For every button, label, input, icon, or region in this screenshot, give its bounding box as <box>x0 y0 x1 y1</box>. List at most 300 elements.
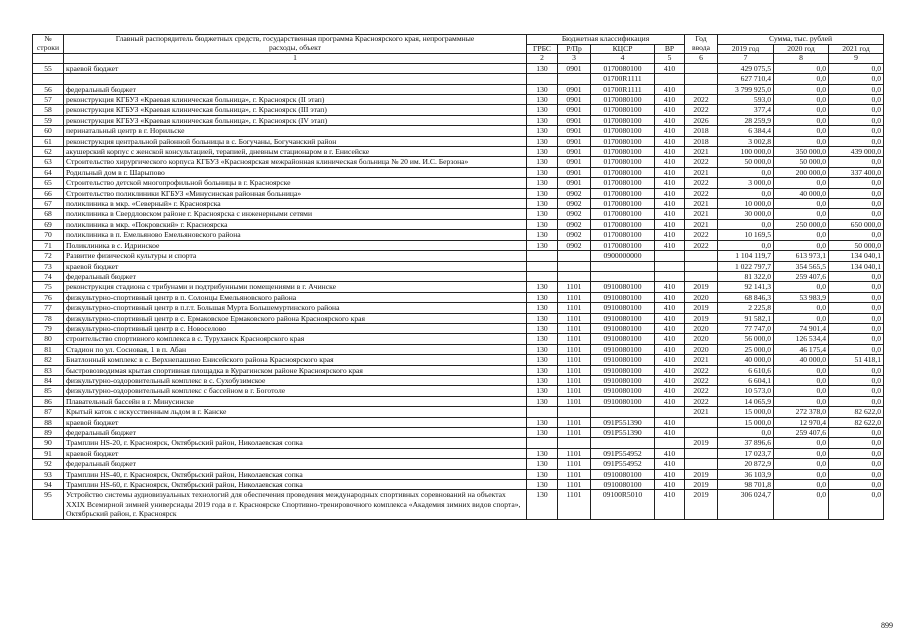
cell-rpr: 1101 <box>558 365 591 375</box>
cell-grbs: 130 <box>527 230 558 240</box>
header-2020: 2020 год <box>774 44 829 54</box>
cell-year <box>685 448 718 458</box>
cell-kcsr: 0170080100 <box>591 63 655 73</box>
cell-row-number: 84 <box>33 375 64 385</box>
header-budget-class: Бюджетная классификация <box>527 35 685 45</box>
cell-rpr: 1101 <box>558 292 591 302</box>
cell-sum-2020: 50 000,0 <box>774 157 829 167</box>
cell-row-number: 72 <box>33 251 64 261</box>
cell-kcsr: 091P554952 <box>591 459 655 469</box>
cell-grbs: 130 <box>527 386 558 396</box>
cell-name: Трамплин HS-60, г. Красноярск, Октябрьский район, Николаевская сопка <box>64 480 527 490</box>
cell-sum-2021: 0,0 <box>829 188 884 198</box>
cell-rpr: 0901 <box>558 105 591 115</box>
table-row <box>33 469 884 479</box>
cell-sum-2020: 53 983,9 <box>774 292 829 302</box>
cell-row-number: 61 <box>33 136 64 146</box>
cell-sum-2021: 134 040,1 <box>829 261 884 271</box>
cell-kcsr: 0910080100 <box>591 365 655 375</box>
cell-row-number: 60 <box>33 126 64 136</box>
cell-sum-2021: 0,0 <box>829 365 884 375</box>
cell-grbs: 130 <box>527 209 558 219</box>
cell-rpr: 1101 <box>558 355 591 365</box>
cell-name: физкультурно-спортивный центр в с. Ермаковское Ермаковского района Красноярского края <box>64 313 527 323</box>
cell-rpr: 0901 <box>558 178 591 188</box>
cell-sum-2019: 50 000,0 <box>718 157 774 167</box>
cell-rpr: 1101 <box>558 386 591 396</box>
cell-grbs: 130 <box>527 480 558 490</box>
cell-sum-2021: 0,0 <box>829 230 884 240</box>
table-body <box>33 63 884 519</box>
table-row <box>33 386 884 396</box>
cell-name <box>64 74 527 84</box>
cell-rpr: 1101 <box>558 459 591 469</box>
cell-sum-2021: 0,0 <box>829 105 884 115</box>
cell-sum-2020: 0,0 <box>774 365 829 375</box>
cell-year <box>685 84 718 94</box>
cell-year <box>685 428 718 438</box>
cell-year: 2021 <box>685 199 718 209</box>
cell-year: 2019 <box>685 490 718 519</box>
cell-rpr: 1101 <box>558 344 591 354</box>
cell-kcsr: 0910080100 <box>591 323 655 333</box>
header-year-bottom: ввода <box>692 42 710 52</box>
cell-sum-2019: 30 000,0 <box>718 209 774 219</box>
cell-sum-2020: 0,0 <box>774 84 829 94</box>
cell-kcsr: 091P554952 <box>591 448 655 458</box>
cell-name: реконструкция центральной районной больницы в с. Богучаны, Богучанский район <box>64 136 527 146</box>
cell-vr <box>655 407 685 417</box>
cell-name: Родильный дом в г. Шарыпово <box>64 167 527 177</box>
cell-name: быстровозводимая крытая спортивная площадка в Курагинском районе Красноярского края <box>64 365 527 375</box>
cell-sum-2020: 613 973,1 <box>774 251 829 261</box>
cell-row-number: 68 <box>33 209 64 219</box>
cell-kcsr: 0170080100 <box>591 136 655 146</box>
cell-sum-2019: 429 075,5 <box>718 63 774 73</box>
cell-sum-2019: 1 022 797,7 <box>718 261 774 271</box>
cell-grbs <box>527 407 558 417</box>
cell-kcsr: 01700R1111 <box>591 84 655 94</box>
cell-sum-2019: 36 103,9 <box>718 469 774 479</box>
cell-vr: 410 <box>655 323 685 333</box>
cell-year: 2020 <box>685 292 718 302</box>
header-year <box>685 35 718 54</box>
cell-sum-2019: 68 846,3 <box>718 292 774 302</box>
cell-vr: 410 <box>655 303 685 313</box>
cell-year: 2022 <box>685 240 718 250</box>
cell-year: 2020 <box>685 323 718 333</box>
cell-grbs <box>527 271 558 281</box>
cell-name: федеральный бюджет <box>64 428 527 438</box>
cell-kcsr: 0910080100 <box>591 469 655 479</box>
table-row <box>33 105 884 115</box>
cell-vr: 410 <box>655 396 685 406</box>
table-row <box>33 480 884 490</box>
cell-sum-2019: 37 896,6 <box>718 438 774 448</box>
cell-grbs: 130 <box>527 365 558 375</box>
cell-year: 2022 <box>685 95 718 105</box>
cell-sum-2021: 0,0 <box>829 428 884 438</box>
table-row <box>33 147 884 157</box>
cell-vr: 410 <box>655 490 685 519</box>
cell-kcsr: 0170080100 <box>591 178 655 188</box>
cell-year: 2022 <box>685 157 718 167</box>
cell-row-number: 94 <box>33 480 64 490</box>
header-name <box>64 35 527 54</box>
cell-kcsr: 091P551390 <box>591 417 655 427</box>
cell-sum-2019: 6 604,1 <box>718 375 774 385</box>
cell-kcsr: 0910080100 <box>591 355 655 365</box>
cell-sum-2021: 650 000,0 <box>829 219 884 229</box>
cell-grbs: 130 <box>527 375 558 385</box>
page-number: 899 <box>881 621 893 630</box>
cell-vr: 410 <box>655 178 685 188</box>
cell-sum-2019: 40 000,0 <box>718 355 774 365</box>
cell-kcsr: 0170080100 <box>591 115 655 125</box>
cell-sum-2019: 92 141,3 <box>718 282 774 292</box>
colnum-5: 5 <box>655 54 685 64</box>
cell-grbs <box>527 74 558 84</box>
cell-row-number: 55 <box>33 63 64 73</box>
cell-grbs: 130 <box>527 240 558 250</box>
cell-vr: 410 <box>655 355 685 365</box>
table-row <box>33 292 884 302</box>
cell-vr: 410 <box>655 313 685 323</box>
cell-rpr <box>558 271 591 281</box>
table-row <box>33 240 884 250</box>
table-row <box>33 428 884 438</box>
cell-vr: 410 <box>655 230 685 240</box>
cell-year <box>685 417 718 427</box>
cell-row-number: 78 <box>33 313 64 323</box>
cell-row-number: 73 <box>33 261 64 271</box>
cell-vr: 410 <box>655 469 685 479</box>
cell-rpr: 1101 <box>558 313 591 323</box>
cell-kcsr: 0910080100 <box>591 480 655 490</box>
cell-grbs: 130 <box>527 428 558 438</box>
cell-sum-2019: 593,0 <box>718 95 774 105</box>
cell-vr: 410 <box>655 115 685 125</box>
cell-row-number: 71 <box>33 240 64 250</box>
cell-row-number: 63 <box>33 157 64 167</box>
cell-sum-2020: 200 000,0 <box>774 167 829 177</box>
cell-grbs <box>527 261 558 271</box>
cell-year: 2021 <box>685 167 718 177</box>
cell-grbs: 130 <box>527 459 558 469</box>
cell-year <box>685 459 718 469</box>
cell-name: реконструкция КГБУЗ «Краевая клиническая больница», г. Красноярск (II этап) <box>64 95 527 105</box>
cell-name: федеральный бюджет <box>64 84 527 94</box>
cell-row-number: 57 <box>33 95 64 105</box>
cell-rpr: 1101 <box>558 480 591 490</box>
cell-sum-2019: 10 573,0 <box>718 386 774 396</box>
cell-year: 2020 <box>685 344 718 354</box>
table-row <box>33 417 884 427</box>
cell-sum-2019: 3 000,0 <box>718 178 774 188</box>
cell-name: поликлиника в мкр. «Северный» г. Красноярска <box>64 199 527 209</box>
cell-name: реконструкция КГБУЗ «Краевая клиническая больница», г. Красноярск (IV этап) <box>64 115 527 125</box>
cell-vr: 410 <box>655 480 685 490</box>
cell-rpr: 0902 <box>558 219 591 229</box>
cell-row-number: 62 <box>33 147 64 157</box>
cell-name: акушерский корпус с женской консультацией, терапией, дневным стационаром в г. Енисейске <box>64 147 527 157</box>
cell-sum-2020: 40 000,0 <box>774 355 829 365</box>
cell-vr: 410 <box>655 240 685 250</box>
cell-sum-2020: 126 534,4 <box>774 334 829 344</box>
cell-sum-2021: 0,0 <box>829 74 884 84</box>
cell-row-number: 64 <box>33 167 64 177</box>
cell-sum-2021: 0,0 <box>829 490 884 519</box>
cell-row-number: 81 <box>33 344 64 354</box>
cell-grbs: 130 <box>527 313 558 323</box>
cell-year: 2022 <box>685 375 718 385</box>
header-num-top: № <box>44 34 52 43</box>
cell-sum-2020: 0,0 <box>774 230 829 240</box>
cell-sum-2020: 0,0 <box>774 199 829 209</box>
cell-name: реконструкция КГБУЗ «Краевая клиническая больница», г. Красноярск (III этап) <box>64 105 527 115</box>
cell-vr: 410 <box>655 344 685 354</box>
cell-sum-2019: 1 104 119,7 <box>718 251 774 261</box>
cell-vr: 410 <box>655 84 685 94</box>
table-header <box>33 35 884 64</box>
cell-rpr <box>558 251 591 261</box>
cell-sum-2019: 91 582,1 <box>718 313 774 323</box>
cell-grbs: 130 <box>527 188 558 198</box>
cell-name: краевой бюджет <box>64 63 527 73</box>
cell-vr: 410 <box>655 157 685 167</box>
cell-vr: 410 <box>655 199 685 209</box>
cell-sum-2021: 0,0 <box>829 136 884 146</box>
colnum-1: 1 <box>64 54 527 64</box>
cell-sum-2021: 0,0 <box>829 157 884 167</box>
table-row <box>33 157 884 167</box>
cell-grbs: 130 <box>527 417 558 427</box>
cell-name: Крытый каток с искусственным льдом в г. Канске <box>64 407 527 417</box>
cell-rpr: 0901 <box>558 147 591 157</box>
cell-rpr: 0902 <box>558 240 591 250</box>
cell-grbs: 130 <box>527 126 558 136</box>
header-vr: ВР <box>655 44 685 54</box>
cell-name: физкультурно-оздоровительный комплекс с бассейном в г. Боготоле <box>64 386 527 396</box>
cell-rpr: 1101 <box>558 323 591 333</box>
cell-vr: 410 <box>655 459 685 469</box>
cell-name: Трамплин HS-40, г. Красноярск, Октябрьский район, Николаевская сопка <box>64 469 527 479</box>
cell-row-number: 88 <box>33 417 64 427</box>
table-row <box>33 271 884 281</box>
cell-vr: 410 <box>655 136 685 146</box>
cell-name: краевой бюджет <box>64 417 527 427</box>
cell-vr: 410 <box>655 448 685 458</box>
cell-vr <box>655 251 685 261</box>
cell-grbs: 130 <box>527 334 558 344</box>
cell-kcsr: 0170080100 <box>591 188 655 198</box>
cell-sum-2021: 0,0 <box>829 438 884 448</box>
table-row <box>33 219 884 229</box>
header-num-bottom: строки <box>36 42 60 52</box>
header-name-bottom: расходы, объект <box>269 42 321 52</box>
cell-sum-2021: 0,0 <box>829 469 884 479</box>
cell-sum-2020: 0,0 <box>774 282 829 292</box>
cell-grbs: 130 <box>527 136 558 146</box>
cell-sum-2021: 0,0 <box>829 84 884 94</box>
cell-grbs <box>527 438 558 448</box>
cell-row-number: 69 <box>33 219 64 229</box>
header-year-top: Год <box>695 34 707 43</box>
cell-kcsr: 09100R5010 <box>591 490 655 519</box>
cell-row-number: 80 <box>33 334 64 344</box>
cell-rpr: 0901 <box>558 63 591 73</box>
colnum-blank <box>33 54 64 64</box>
cell-year: 2022 <box>685 178 718 188</box>
cell-name: краевой бюджет <box>64 261 527 271</box>
cell-kcsr <box>591 438 655 448</box>
cell-kcsr: 0170080100 <box>591 230 655 240</box>
cell-sum-2020: 46 175,4 <box>774 344 829 354</box>
cell-sum-2019: 15 000,0 <box>718 407 774 417</box>
table-row <box>33 209 884 219</box>
table-row <box>33 396 884 406</box>
cell-vr: 410 <box>655 365 685 375</box>
cell-sum-2019: 0,0 <box>718 188 774 198</box>
cell-row-number: 95 <box>33 490 64 519</box>
cell-grbs: 130 <box>527 303 558 313</box>
table-row <box>33 178 884 188</box>
cell-year: 2022 <box>685 105 718 115</box>
cell-row-number: 93 <box>33 469 64 479</box>
cell-vr <box>655 74 685 84</box>
cell-rpr: 1101 <box>558 282 591 292</box>
cell-rpr: 0901 <box>558 126 591 136</box>
cell-year: 2019 <box>685 438 718 448</box>
cell-grbs: 130 <box>527 178 558 188</box>
cell-grbs: 130 <box>527 490 558 519</box>
cell-rpr: 1101 <box>558 469 591 479</box>
header-2019: 2019 год <box>718 44 774 54</box>
cell-row-number: 58 <box>33 105 64 115</box>
cell-row-number: 70 <box>33 230 64 240</box>
cell-sum-2020: 0,0 <box>774 313 829 323</box>
cell-row-number: 79 <box>33 323 64 333</box>
cell-row-number: 82 <box>33 355 64 365</box>
cell-rpr: 0901 <box>558 167 591 177</box>
cell-sum-2020: 272 378,0 <box>774 407 829 417</box>
cell-rpr <box>558 407 591 417</box>
cell-kcsr: 0910080100 <box>591 313 655 323</box>
cell-vr: 410 <box>655 188 685 198</box>
cell-sum-2021: 337 400,0 <box>829 167 884 177</box>
cell-name: физкультурно-спортивный центр в п.г.т. Большая Мурта Большемуртинского района <box>64 303 527 313</box>
cell-sum-2021: 0,0 <box>829 303 884 313</box>
cell-kcsr <box>591 407 655 417</box>
cell-vr: 410 <box>655 167 685 177</box>
cell-sum-2021: 0,0 <box>829 375 884 385</box>
cell-sum-2021: 0,0 <box>829 95 884 105</box>
table-row <box>33 126 884 136</box>
cell-grbs: 130 <box>527 84 558 94</box>
colnum-7: 7 <box>718 54 774 64</box>
cell-vr <box>655 438 685 448</box>
cell-vr: 410 <box>655 334 685 344</box>
cell-name: краевой бюджет <box>64 448 527 458</box>
header-column-numbers <box>33 54 884 64</box>
cell-name: Плавательный бассейн в г. Минусинске <box>64 396 527 406</box>
cell-sum-2020: 259 407,6 <box>774 271 829 281</box>
table-row <box>33 188 884 198</box>
cell-rpr: 0901 <box>558 157 591 167</box>
cell-sum-2021: 0,0 <box>829 480 884 490</box>
cell-row-number: 67 <box>33 199 64 209</box>
table-row <box>33 448 884 458</box>
table-row <box>33 199 884 209</box>
cell-sum-2021: 0,0 <box>829 323 884 333</box>
cell-sum-2019: 627 710,4 <box>718 74 774 84</box>
cell-kcsr: 0170080100 <box>591 219 655 229</box>
cell-sum-2021: 0,0 <box>829 282 884 292</box>
cell-sum-2019: 20 872,9 <box>718 459 774 469</box>
cell-kcsr: 0900000000 <box>591 251 655 261</box>
cell-sum-2021: 134 040,1 <box>829 251 884 261</box>
cell-grbs: 130 <box>527 355 558 365</box>
cell-grbs: 130 <box>527 292 558 302</box>
cell-name: поликлиника в мкр. «Покровский» г. Красноярска <box>64 219 527 229</box>
cell-vr: 410 <box>655 63 685 73</box>
table-row <box>33 490 884 519</box>
cell-grbs: 130 <box>527 115 558 125</box>
cell-name: поликлиника в п. Емельяново Емельяновского района <box>64 230 527 240</box>
cell-sum-2019: 15 000,0 <box>718 417 774 427</box>
cell-sum-2019: 98 701,8 <box>718 480 774 490</box>
cell-kcsr: 0170080100 <box>591 95 655 105</box>
cell-grbs: 130 <box>527 219 558 229</box>
cell-kcsr: 0910080100 <box>591 292 655 302</box>
table-row <box>33 334 884 344</box>
cell-row-number: 66 <box>33 188 64 198</box>
colnum-8: 8 <box>774 54 829 64</box>
cell-sum-2021: 50 000,0 <box>829 240 884 250</box>
cell-name: Стадион по ул. Сосновая, 1 в п. Абан <box>64 344 527 354</box>
cell-kcsr: 0910080100 <box>591 334 655 344</box>
table-row <box>33 438 884 448</box>
cell-rpr <box>558 74 591 84</box>
cell-year: 2019 <box>685 480 718 490</box>
cell-grbs <box>527 251 558 261</box>
cell-sum-2021: 82 622,0 <box>829 407 884 417</box>
cell-name: Развитие физической культуры и спорта <box>64 251 527 261</box>
cell-rpr: 1101 <box>558 428 591 438</box>
cell-vr: 410 <box>655 428 685 438</box>
cell-vr <box>655 261 685 271</box>
cell-sum-2019: 28 259,9 <box>718 115 774 125</box>
cell-vr: 410 <box>655 386 685 396</box>
cell-sum-2020: 0,0 <box>774 136 829 146</box>
cell-rpr: 0902 <box>558 188 591 198</box>
table-row <box>33 313 884 323</box>
cell-sum-2021: 0,0 <box>829 344 884 354</box>
cell-year: 2020 <box>685 334 718 344</box>
table-row <box>33 459 884 469</box>
cell-sum-2020: 0,0 <box>774 63 829 73</box>
cell-grbs: 130 <box>527 448 558 458</box>
cell-name: Строительство детской многопрофильной больницы в г. Красноярске <box>64 178 527 188</box>
cell-name: федеральный бюджет <box>64 459 527 469</box>
cell-vr: 410 <box>655 292 685 302</box>
table-row <box>33 115 884 125</box>
cell-row-number: 77 <box>33 303 64 313</box>
cell-year: 2021 <box>685 209 718 219</box>
cell-row-number: 56 <box>33 84 64 94</box>
cell-vr: 410 <box>655 219 685 229</box>
cell-kcsr: 0170080100 <box>591 147 655 157</box>
